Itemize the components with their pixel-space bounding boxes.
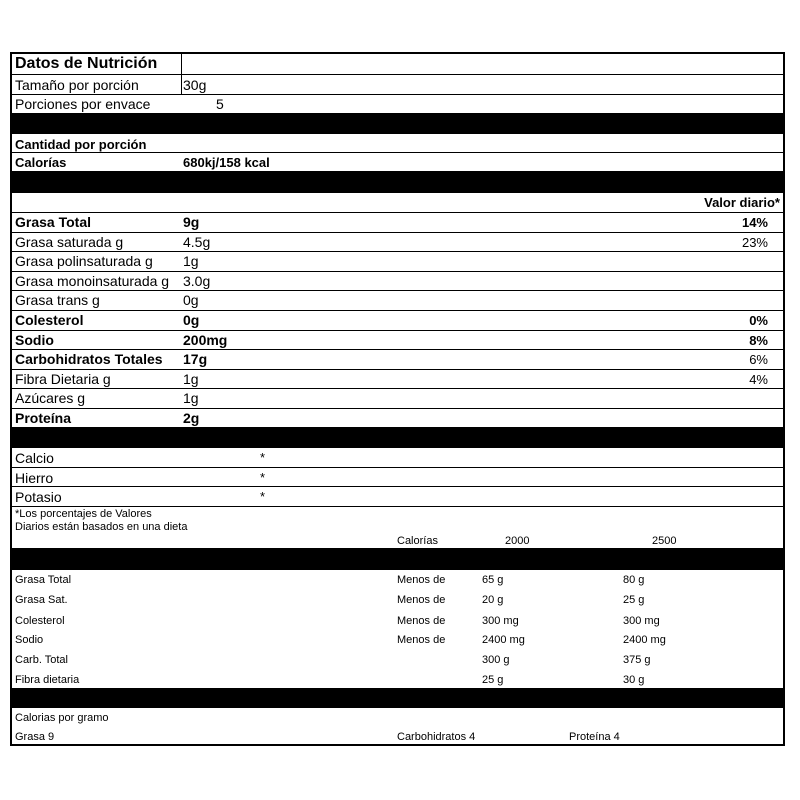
table-row [12,589,783,609]
footnote-block [12,507,783,549]
ref-v2500: 375 g [623,654,651,666]
calories-row [12,153,783,172]
amount-row [12,134,783,153]
mineral-value: * [260,450,266,465]
cpg-carbs: Carbohidratos 4 [397,731,476,743]
ref-name: Colesterol [15,615,65,627]
footnote-line-2: Diarios están basados en una dieta [15,521,188,533]
nutrient-amount: 2g [183,410,200,426]
calories-value: 680kj/158 kcal [183,155,270,170]
serving-size-value: 30g [183,77,207,93]
ref-name: Carb. Total [15,654,68,666]
ref-qualifier: Menos de [397,574,446,586]
ref-qualifier: Menos de [397,615,446,627]
nutrient-amount: 1g [183,253,199,269]
nutrient-row [12,409,783,428]
ref-v2500: 30 g [623,674,645,686]
footnote-col-2500: 2500 [652,535,677,547]
nutrient-name: Sodio [15,332,54,348]
table-row [12,609,783,628]
nutrient-amount: 0g [183,292,199,308]
nutrient-row [12,252,783,272]
nutrient-amount: 0g [183,312,200,328]
nutrient-amount: 9g [183,214,200,230]
nutrient-name: Colesterol [15,312,84,328]
ref-v2500: 2400 mg [623,634,666,646]
mineral-name: Calcio [15,450,54,466]
nutrient-dv: 14% [741,215,768,230]
ref-v2500: 25 g [623,594,645,606]
nutrient-dv: 0% [749,313,768,328]
mineral-row [12,448,783,468]
servings-row [12,95,783,114]
page-title: Datos de Nutrición [15,55,158,72]
mineral-name: Potasio [15,489,62,505]
nutrient-name: Proteína [15,410,72,426]
ref-v2000: 300 g [482,654,510,666]
mineral-value: * [260,470,266,485]
nutrient-name: Grasa trans g [15,292,100,308]
nutrient-row [12,311,783,331]
daily-value-header-row [12,193,783,213]
cpg-fat: Grasa 9 [15,731,55,743]
footnote-line-1: *Los porcentajes de Valores [15,508,152,520]
ref-v2000: 2400 mg [482,634,525,646]
nutrient-dv: 8% [749,333,768,348]
footnote-calories-label: Calorías [397,535,438,547]
nutrient-row [12,291,783,311]
nutrient-name: Grasa Total [15,214,91,230]
ref-v2500: 80 g [623,574,645,586]
nutrient-row [12,389,783,409]
nutrient-row [12,370,783,389]
ref-name: Fibra dietaria [15,674,80,686]
ref-qualifier: Menos de [397,634,446,646]
ref-name: Grasa Total [15,574,72,586]
nutrient-amount: 200mg [183,332,228,348]
nutrient-row [12,233,783,252]
ref-name: Sodio [15,634,44,646]
mineral-name: Hierro [15,470,54,486]
nutrient-dv: 6% [749,352,768,367]
table-row [12,628,783,648]
ref-v2000: 20 g [482,594,504,606]
nutrient-row [12,272,783,291]
nutrient-name: Azúcares g [15,390,86,406]
nutrient-amount: 1g [183,371,199,387]
servings-label: Porciones por envace [15,96,151,112]
nutrient-row [12,350,783,370]
nutrient-name: Fibra Dietaria g [15,371,111,387]
nutrient-name: Grasa saturada g [15,234,124,250]
nutrient-row [12,331,783,350]
mineral-row [12,468,783,487]
nutrition-facts-label [10,52,785,746]
nutrient-name: Carbohidratos Totales [15,351,163,367]
nutrient-name: Grasa polinsaturada g [15,253,153,269]
nutrient-row [12,213,783,233]
divider-bar-3 [12,428,783,448]
nutrient-amount: 3.0g [183,273,211,289]
serving-size-label: Tamaño por porción [15,77,139,93]
table-row [12,570,783,589]
divider-bar-2 [12,172,783,193]
calories-label: Calorías [15,155,67,170]
mineral-value: * [260,489,266,504]
cpg-label: Calorias por gramo [15,712,109,724]
ref-qualifier: Menos de [397,594,446,606]
divider-bar-5 [12,688,783,708]
divider-bar-4 [12,549,783,570]
nutrient-name: Grasa monoinsaturada g [15,273,170,289]
mineral-row [12,487,783,507]
divider-bar-1 [12,114,783,134]
ref-v2500: 300 mg [623,615,660,627]
cpg-protein: Proteína 4 [569,731,620,743]
nutrient-dv: 4% [749,372,768,387]
ref-v2000: 25 g [482,674,504,686]
ref-v2000: 300 mg [482,615,519,627]
serving-size-row [12,75,783,95]
ref-name: Grasa Sat. [15,594,68,606]
table-row [12,668,783,688]
table-row [12,648,783,668]
servings-value: 5 [216,96,224,112]
amount-label: Cantidad por porción [15,137,147,152]
nutrient-dv: 23% [741,235,768,250]
ref-v2000: 65 g [482,574,504,586]
nutrient-amount: 17g [183,351,208,367]
footnote-col-2000: 2000 [505,535,530,547]
title-row [12,54,783,75]
daily-value-header: Valor diario* [704,195,780,210]
nutrient-amount: 4.5g [183,234,211,250]
nutrient-amount: 1g [183,390,199,406]
